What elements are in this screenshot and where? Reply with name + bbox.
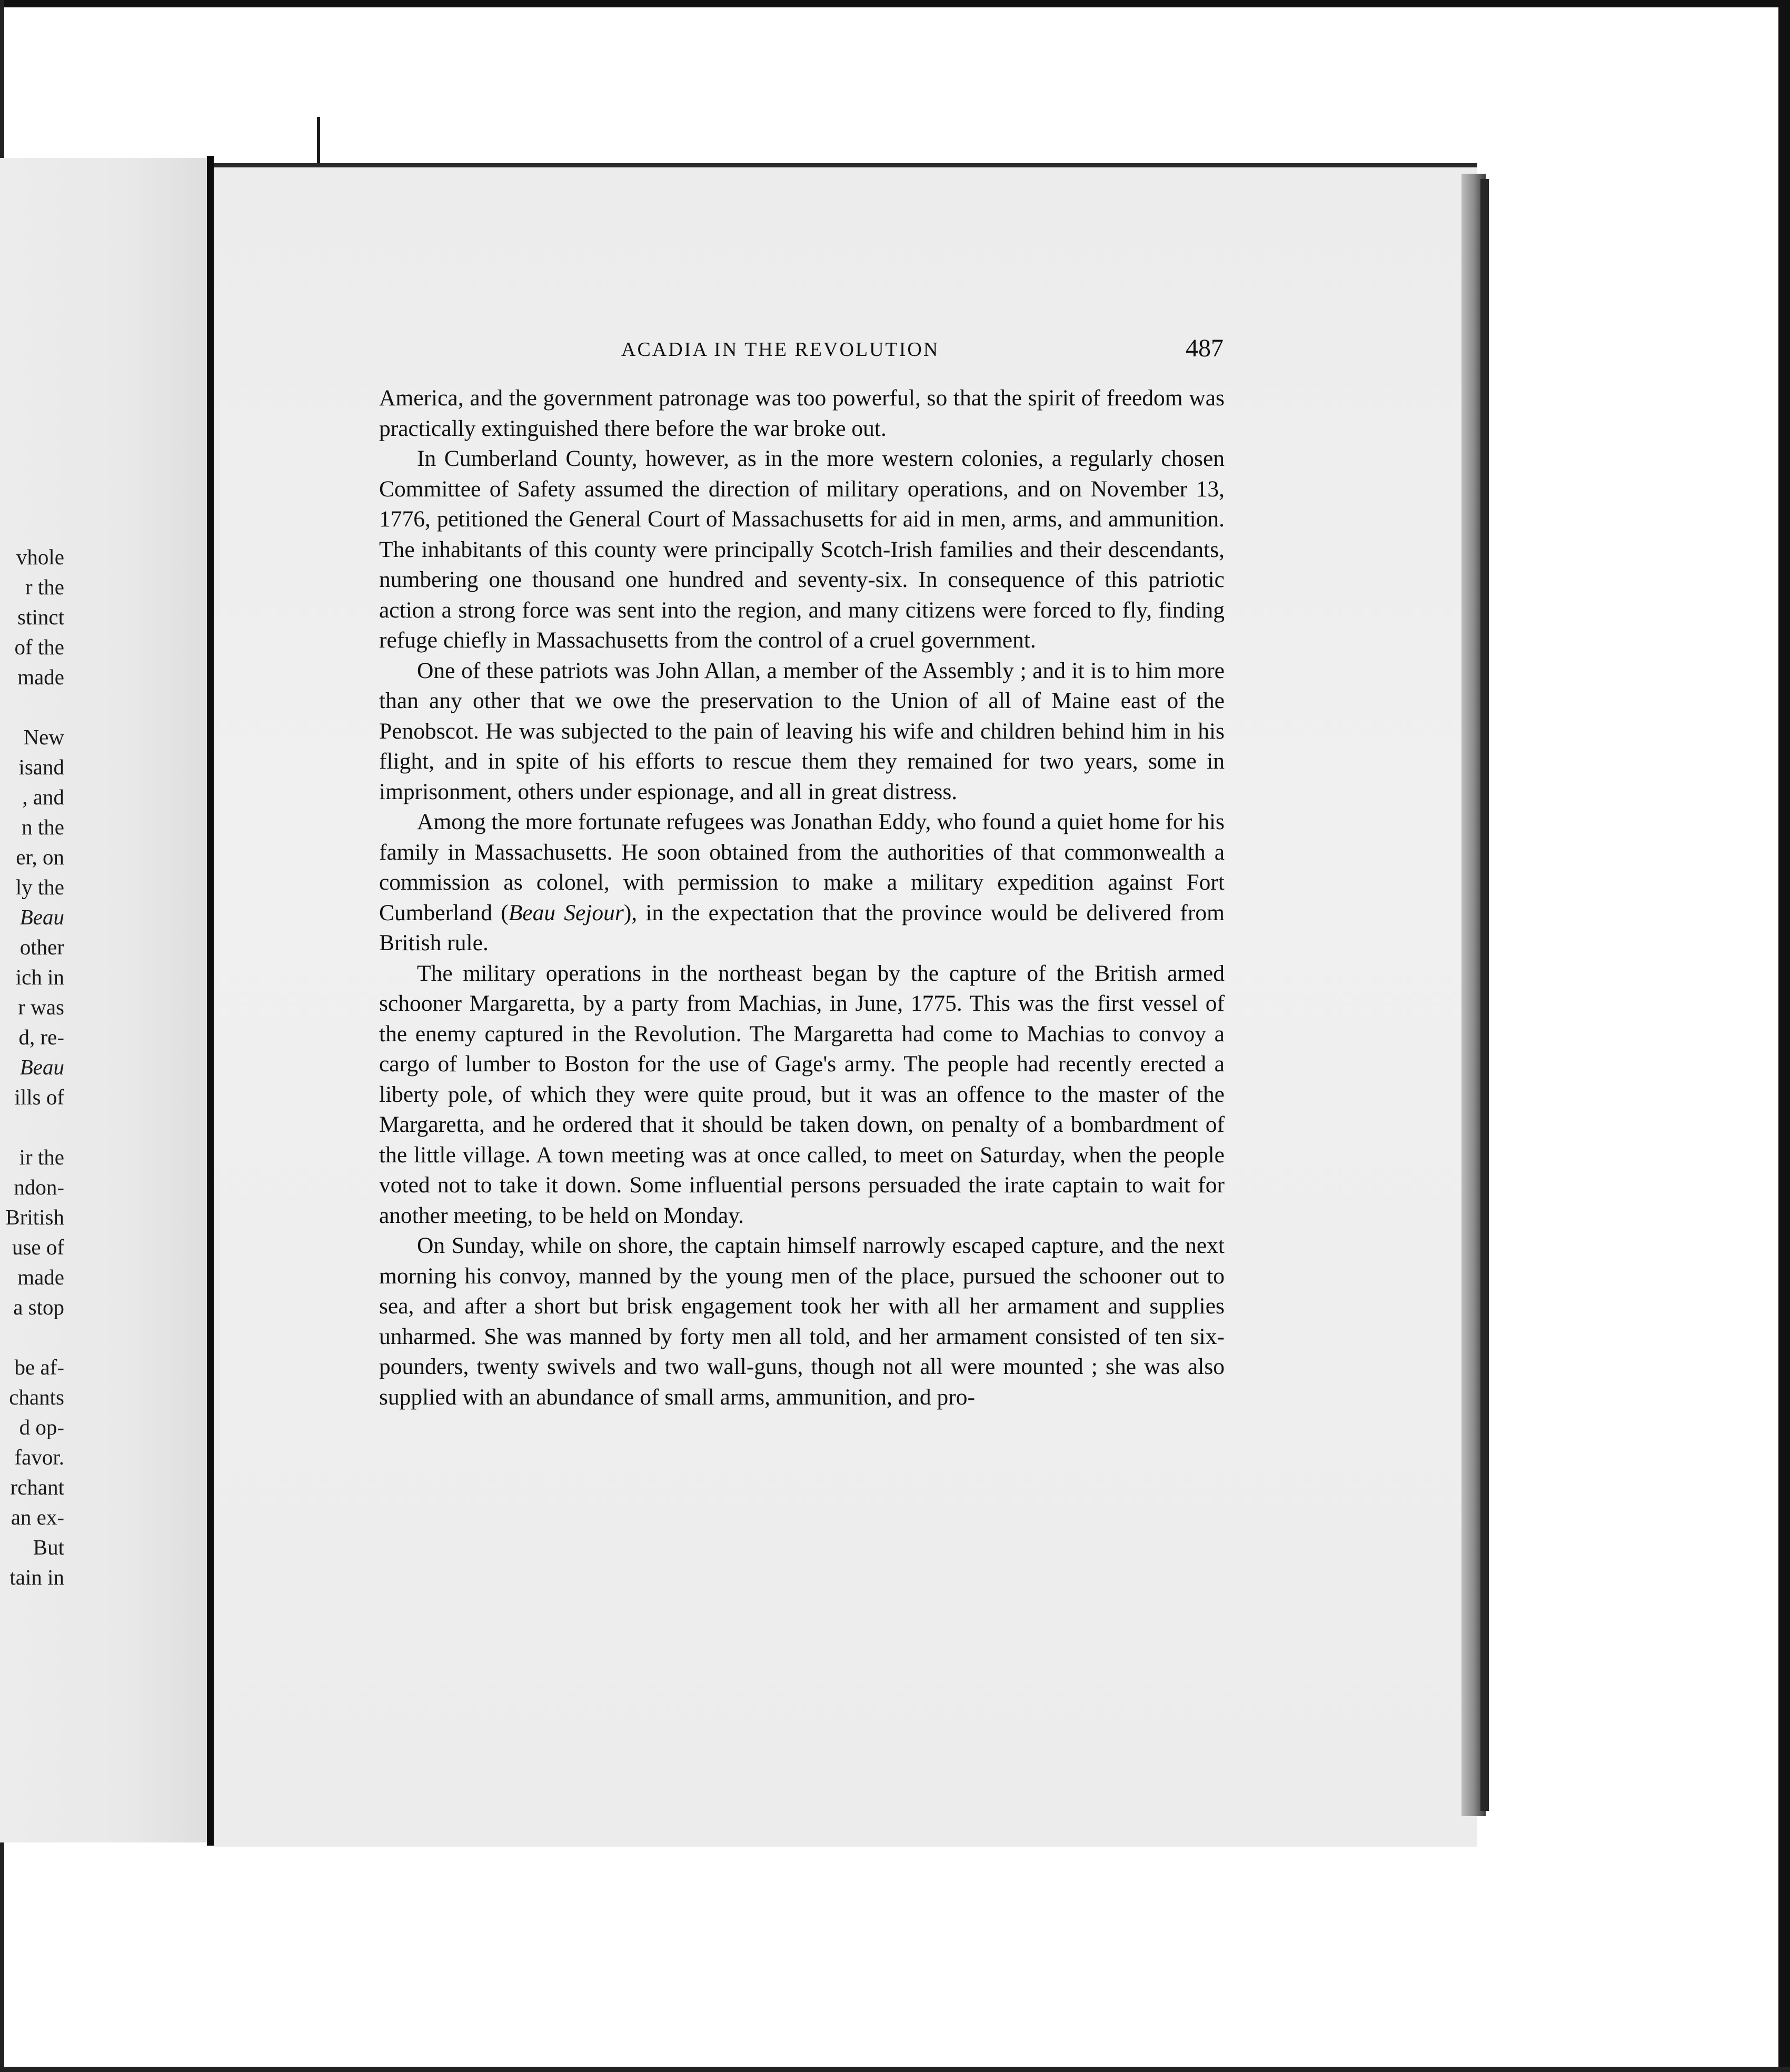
previous-page-line: an ex- — [11, 1505, 64, 1529]
previous-page-gap — [0, 1322, 64, 1352]
previous-page-line: be af- — [14, 1355, 64, 1379]
previous-page-line: , and — [22, 785, 64, 809]
paragraph-text: ), in the expectation that the province would be delivered from British rule. — [379, 900, 1225, 955]
paragraph: On Sunday, while on shore, the captain himself narrowly escaped capture, and the next morning his convoy, manned by the young men of the place, pursued the schooner out to sea, and after a short but brisk engagement took her with all her armament and supplies unharmed. She was manned by forty men all told, and her armament consisted of ten six-pounders, twenty swivels and two wall-guns, though not all were mounted ; she was also supplied with an abundance of small arms, ammunition, and pro- — [379, 1233, 1225, 1410]
previous-page-line: tain in — [9, 1565, 64, 1589]
previous-page-line: a stop — [13, 1295, 64, 1319]
previous-page-line: rchant — [10, 1475, 64, 1499]
running-head: ACADIA IN THE REVOLUTION — [621, 338, 940, 361]
paragraph — [379, 807, 1225, 959]
previous-page-line: British — [5, 1205, 64, 1229]
previous-page-line: n the — [22, 815, 64, 839]
paragraph-text: Among the more fortunate refugees was Jonathan Eddy, who found a quiet home for his family in Massachusetts. He soon obtained from the authorities of that commonwealth a commission as colonel, with permission to make a military expedition against Fort Cumberland ( — [379, 809, 1225, 925]
previous-page-line: But — [33, 1535, 64, 1559]
previous-page-line — [0, 1052, 64, 1082]
previous-page-italic: Beau — [19, 905, 64, 929]
paragraph: America, and the government patronage was too powerful, so that the spirit of freedom was practically extinguished there before the war broke out. — [379, 385, 1225, 441]
page-edge-dark — [1480, 179, 1489, 1811]
previous-page-gap — [0, 692, 64, 722]
body-text — [379, 383, 1225, 1412]
previous-page-line: ly the — [15, 875, 64, 899]
previous-page-gap — [0, 1112, 64, 1142]
previous-page-line: ich in — [15, 965, 64, 989]
previous-page — [0, 158, 208, 1842]
paragraph: The military operations in the northeast began by the capture of the British armed schooner Margaretta, by a party from Machias, in June, 1775. This was the first vessel of the enemy captured in the Revolution. The Margaretta had come to Machias to convoy a cargo of lumber to Boston for the use of Gage's army. The people had recently erected a liberty pole, of which they were quite proud, but it was an offence to the master of the Margaretta, and he ordered that it should be taken down, on penalty of a bombardment of the little village. A town meeting was at once called, to meet on Saturday, when the people voted not to take it down. Some influential persons persuaded the irate captain to wait for another meeting, to be held on Monday. — [379, 960, 1225, 1228]
italic-place-name: Beau Sejour — [508, 900, 624, 925]
previous-page-line: stinct — [17, 605, 64, 629]
previous-page-line: ndon- — [14, 1175, 64, 1199]
previous-page-line: d, re- — [18, 1025, 64, 1049]
scan-border-bottom — [0, 2067, 1790, 2072]
previous-page-line: r was — [18, 995, 64, 1019]
previous-page-italic: Beau — [19, 1055, 64, 1079]
paragraph: In Cumberland County, however, as in the more western colonies, a regularly chosen Committee of Safety assumed the direction of military operations, and on November 13, 1776, petitioned the General Court of Massachusetts for aid in men, arms, and ammunition. The inhabitants of this county were principally Scotch-Irish families and their descendants, numbering one thousand one hundred and seventy-six. In consequence of this patriotic action a strong force was sent into the region, and many citizens were forced to fly, finding refuge chiefly in Massachusetts from the control of a cruel government. — [379, 446, 1225, 653]
previous-page-text-fragment — [0, 542, 64, 1592]
previous-page-line: made — [17, 1265, 64, 1289]
previous-page-line: favor. — [14, 1445, 64, 1469]
previous-page-line: r the — [25, 575, 64, 599]
previous-page-line: use of — [12, 1235, 64, 1259]
previous-page-line: chants — [9, 1385, 64, 1409]
previous-page-line: isand — [18, 755, 64, 779]
previous-page-line: er, on — [16, 845, 64, 869]
previous-page-line: of the — [14, 635, 64, 659]
paragraph: One of these patriots was John Allan, a member of the Assembly ; and it is to him more than any other that we owe the preservation to the Union of all of Maine east of the Penobscot. He was subjected to the pain of leaving his wife and children behind him in his flight, and in spite of his efforts to rescue them they remained for two years, some in imprisonment, others under espionage, and all in great distress. — [379, 658, 1225, 804]
book-spine — [207, 156, 214, 1846]
previous-page-line — [0, 902, 64, 932]
previous-page-line: other — [19, 935, 64, 959]
previous-page-line: made — [17, 665, 64, 689]
spine-mark — [317, 117, 320, 165]
previous-page-line: ir the — [19, 1145, 64, 1169]
previous-page-line: New — [23, 725, 64, 749]
scan-border-right — [1778, 0, 1790, 2072]
previous-page-line: vhole — [16, 545, 64, 569]
scan-border-top — [0, 0, 1790, 7]
page-number: 487 — [1186, 334, 1224, 362]
previous-page-line: ills of — [14, 1085, 64, 1109]
previous-page-line: d op- — [19, 1415, 64, 1439]
